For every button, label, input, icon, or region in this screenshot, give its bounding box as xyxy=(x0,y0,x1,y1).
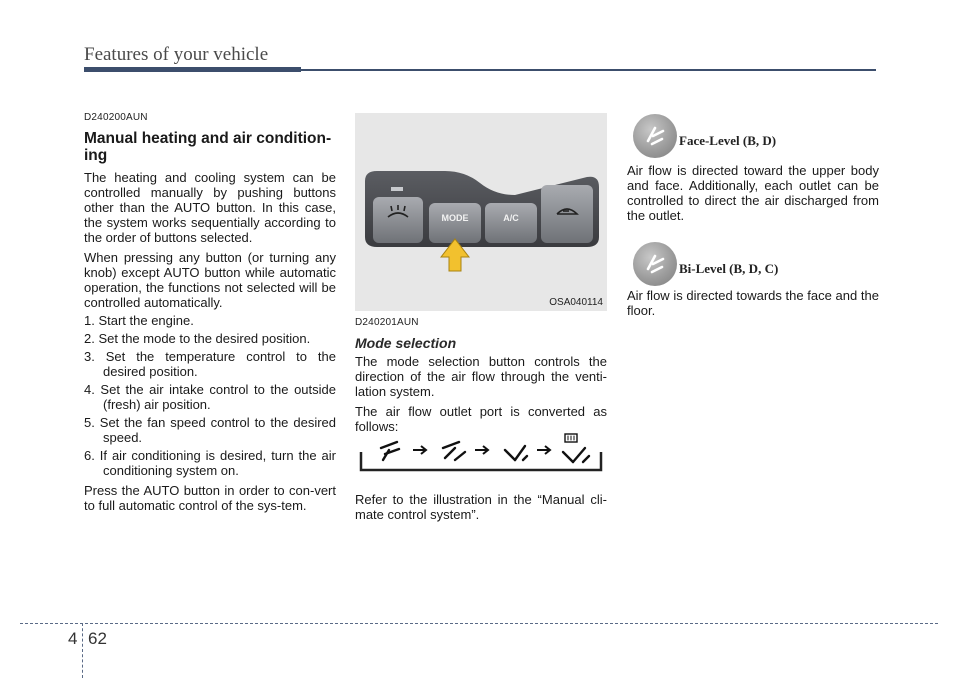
face-level-description xyxy=(627,163,879,223)
bi-level-icon xyxy=(633,242,677,286)
mode-button xyxy=(429,203,481,243)
flow-arrow-icon xyxy=(537,446,550,454)
middle-column xyxy=(355,317,607,434)
intro-paragraph-2: When pressing any button (or turning any knob) except AUTO button while automatic operation, the functions not selected will be controlled automatically. xyxy=(84,250,336,310)
step-item: 5. Set the fan speed control to the desired speed. xyxy=(84,415,336,445)
ac-button xyxy=(485,203,537,243)
middle-column-footer xyxy=(355,492,607,522)
section-title: Manual heating and air condition-ing xyxy=(84,130,332,164)
intro-paragraph-1: The heating and cooling system can be controlled manually by pushing buttons other than the AUTO button. In this case, the system works sequentially according to the order of buttons selected. xyxy=(84,170,336,245)
header-rule xyxy=(301,69,876,71)
outro-paragraph: Press the AUTO button in order to con-vert to full automatic control of the sys-tem. xyxy=(84,483,336,513)
face-level-icon xyxy=(633,114,677,158)
section-subtitle: Mode selection xyxy=(355,335,457,351)
footer-divider xyxy=(20,623,938,624)
left-column xyxy=(84,112,336,513)
chapter-number: 4 xyxy=(68,629,78,648)
defrost-button xyxy=(373,197,423,243)
face-level-icon xyxy=(381,442,399,460)
page-number: 62 xyxy=(88,629,107,648)
mode-button-label: MODE xyxy=(441,213,469,223)
ac-button-label: A/C xyxy=(503,213,519,223)
mode-flow-diagram xyxy=(355,430,605,474)
control-panel-illustration xyxy=(355,113,607,311)
section-code: D240201AUN xyxy=(355,317,419,328)
bi-level-description xyxy=(627,288,879,318)
floor-level-icon xyxy=(505,446,527,460)
step-item: 1. Start the engine. xyxy=(84,313,194,328)
step-item: 3. Set the temperature control to the desired position. xyxy=(84,349,336,379)
bi-level-text: Air flow is directed towards the face and the floor. xyxy=(627,288,879,318)
step-item: 2. Set the mode to the desired position. xyxy=(84,331,311,346)
floor-defrost-icon xyxy=(563,434,589,462)
mode-paragraph-3: Refer to the illustration in the “Manual cli-mate control system”. xyxy=(355,492,607,522)
figure-code: OSA040114 xyxy=(549,297,603,308)
bi-level-label: Bi-Level (B, D, C) xyxy=(679,261,779,276)
mode-paragraph-1: The mode selection button controls the direction of the air flow through the venti-lation system. xyxy=(355,354,607,399)
footer-separator xyxy=(82,623,83,678)
page-header-title: Features of your vehicle xyxy=(84,44,269,65)
step-item: 6. If air conditioning is desired, turn the air conditioning system on. xyxy=(84,448,336,478)
face-level-text: Air flow is directed toward the upper body and face. Additionally, each outlet can be controlled to direct the air discharged from the outlet. xyxy=(627,163,879,223)
mode-paragraph-2: The air flow outlet port is converted as follows: xyxy=(355,404,607,434)
flow-arrow-icon xyxy=(413,446,426,454)
bi-level-icon xyxy=(443,442,465,460)
face-level-label: Face-Level (B, D) xyxy=(679,133,777,148)
flow-arrow-icon xyxy=(475,446,488,454)
control-panel-svg xyxy=(355,113,607,311)
step-item: 4. Set the air intake control to the outside (fresh) air position. xyxy=(84,382,336,412)
section-code: D240200AUN xyxy=(84,112,148,123)
header-rule-accent xyxy=(84,67,301,72)
